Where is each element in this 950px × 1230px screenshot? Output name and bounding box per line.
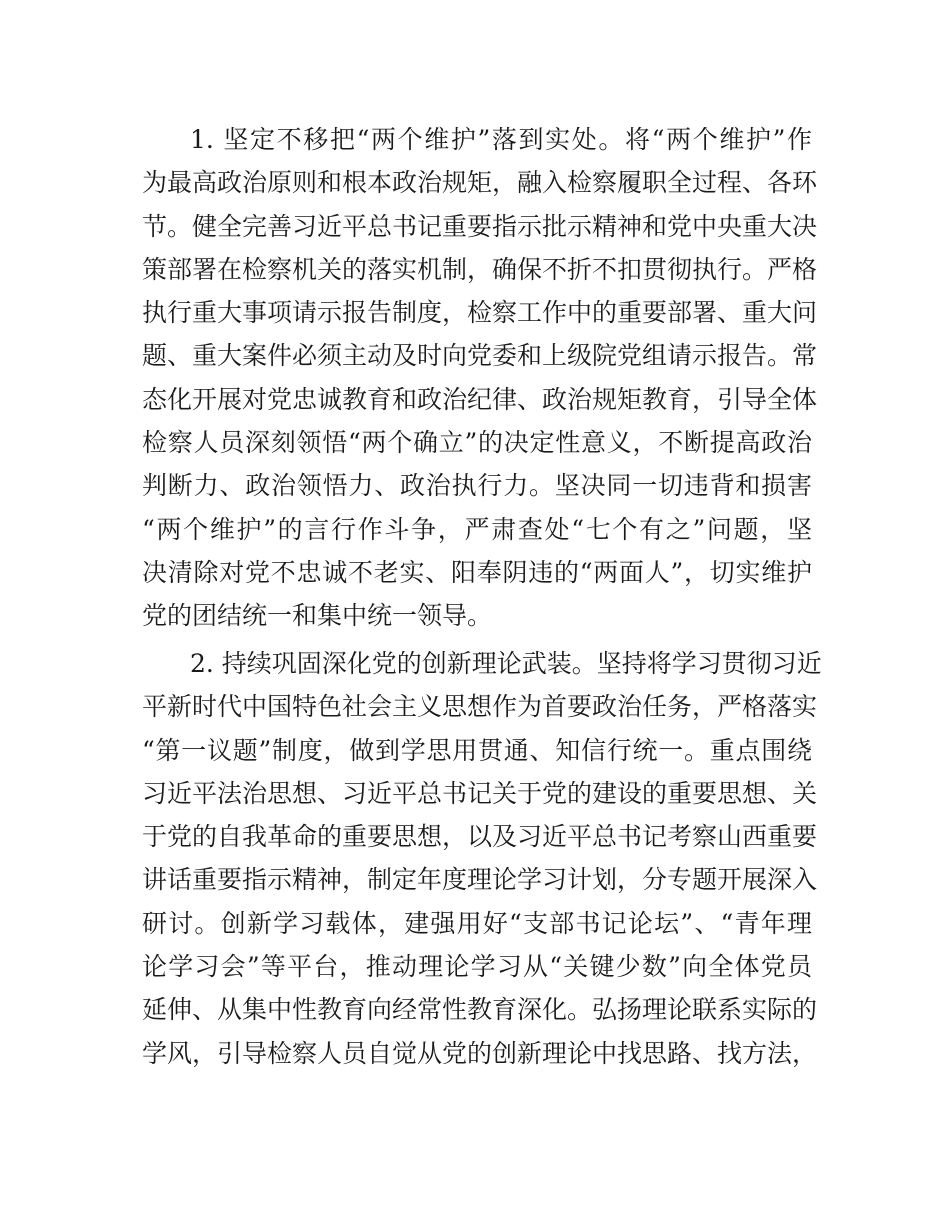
paragraph-1-line-6: 题、重大案件必须主动及时向党委和上级院党组请示报告。常 bbox=[142, 341, 818, 371]
paragraph-2-line-4: 习近平法治思想、习近平总书记关于党的建设的重要思想、关 bbox=[142, 778, 818, 808]
paragraph-2-line-5: 于党的自我革命的重要思想，以及习近平总书记考察山西重要 bbox=[142, 822, 818, 852]
paragraph-1-line-4: 策部署在检察机关的落实机制，确保不折不扣贯彻执行。严格 bbox=[142, 254, 818, 284]
paragraph-1-line-12: 党的团结统一和集中统一领导。 bbox=[142, 601, 493, 631]
paragraph-2-line-7: 研讨。创新学习载体，建强用好“支部书记论坛”、“青年理 bbox=[142, 908, 812, 938]
paragraph-2-line-8: 论学习会”等平台，推动理论学习从“关键少数”向全体党员 bbox=[142, 952, 812, 982]
paragraph-1-line-8: 检察人员深刻领悟“两个确立”的决定性意义，不断提高政治 bbox=[142, 428, 812, 458]
paragraph-1-line-10: “两个维护”的言行作斗争，严肃查处“七个有之”问题，坚 bbox=[142, 514, 812, 544]
paragraph-1-line-2: 为最高政治原则和根本政治规矩，融入检察履职全过程、各环 bbox=[142, 168, 818, 198]
paragraph-2-line-3: “第一议题”制度，做到学思用贯通、知信行统一。重点围绕 bbox=[142, 735, 812, 765]
paragraph-1-line-11: 决清除对党不忠诚不老实、阳奉阴违的“两面人”，切实维护 bbox=[142, 557, 812, 587]
paragraph-1-line-1: 1. 坚定不移把“两个维护”落到实处。将“两个维护”作 bbox=[190, 125, 812, 154]
paragraph-1-line-9: 判断力、政治领悟力、政治执行力。坚决同一切违背和损害 bbox=[142, 471, 812, 501]
paragraph-1-line-5: 执行重大事项请示报告制度，检察工作中的重要部署、重大问 bbox=[142, 298, 818, 328]
paragraph-1 bbox=[142, 118, 818, 638]
paragraph-2-line-6: 讲话重要指示精神，制定年度理论学习计划，分专题开展深入 bbox=[142, 865, 818, 895]
paragraph-2-line-1: 2. 持续巩固深化党的创新理论武装。坚持将学习贯彻习近 bbox=[190, 649, 822, 678]
paragraph-2-line-9: 延伸、从集中性教育向经常性教育深化。弘扬理论联系实际的 bbox=[142, 995, 818, 1025]
paragraph-1-line-7: 态化开展对党忠诚教育和政治纪律、政治规矩教育，引导全体 bbox=[142, 384, 818, 414]
paragraph-1-line-3: 节。健全完善习近平总书记重要指示批示精神和党中央重大决 bbox=[142, 211, 818, 241]
paragraph-2-line-10: 学风，引导检察人员自觉从党的创新理论中找思路、找方法， bbox=[142, 1038, 818, 1068]
paragraph-2-line-2: 平新时代中国特色社会主义思想作为首要政治任务，严格落实 bbox=[142, 692, 818, 722]
paragraph-2 bbox=[142, 642, 822, 1075]
